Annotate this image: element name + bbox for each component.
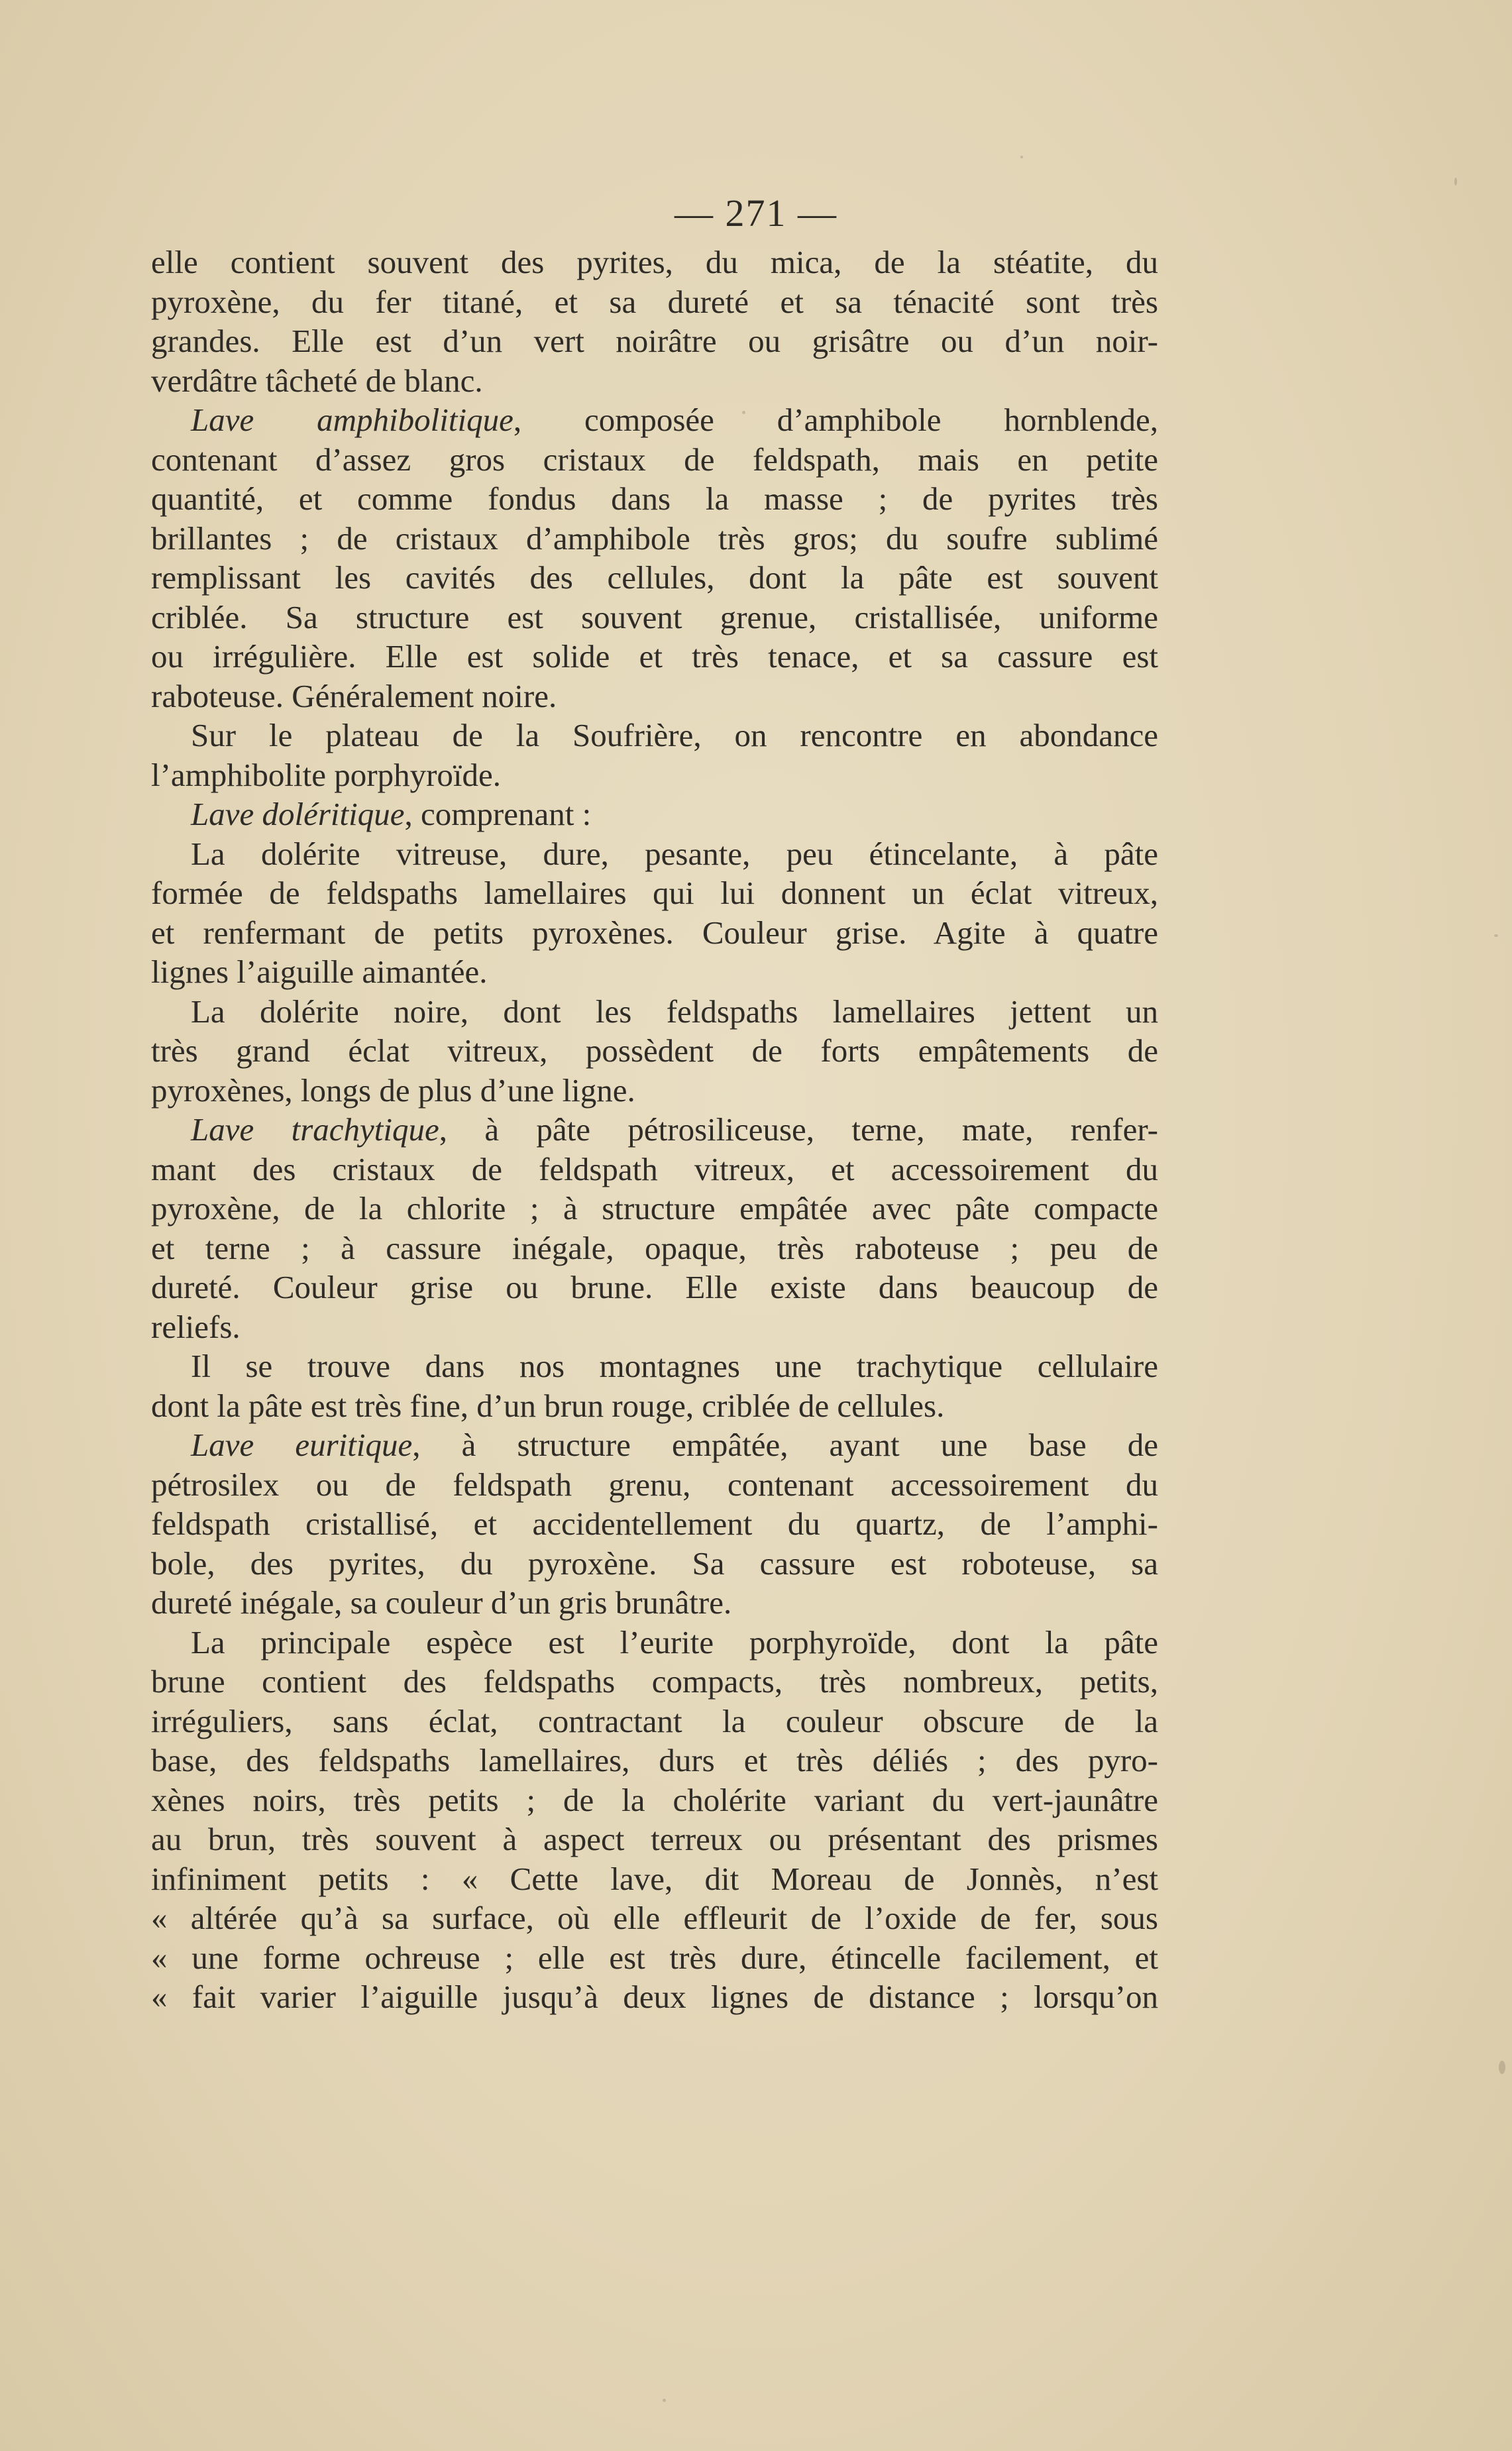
text-line — [151, 1031, 1158, 1071]
line-text: formée de feldspaths lamellaires qui lui donnent un éclat vitreux, — [151, 875, 1158, 911]
text-line — [151, 1228, 1158, 1268]
text-line — [151, 1898, 1158, 1938]
text-line — [151, 1504, 1158, 1544]
text-line — [151, 1780, 1158, 1820]
line-text: dureté inégale, sa couleur d’un gris brunâtre. — [151, 1584, 732, 1621]
text-line — [151, 1150, 1158, 1189]
line-text: « une forme ochreuse ; elle est très dure, étincelle facilement, et — [151, 1939, 1158, 1976]
text-line — [151, 794, 1158, 834]
line-text: et terne ; à cassure inégale, opaque, très raboteuse ; peu de — [151, 1229, 1158, 1266]
text-line — [151, 321, 1158, 361]
text-line — [151, 1425, 1158, 1465]
line-text: lignes l’aiguille aimantée. — [151, 953, 488, 990]
text-line — [151, 598, 1158, 637]
text-line — [151, 1386, 1158, 1426]
line-text: contenant d’assez gros cristaux de feldspath, mais en petite — [151, 441, 1158, 478]
line-text: pyroxène, de la chlorite ; à structure empâtée avec pâte compacte — [151, 1190, 1158, 1226]
italic-heading-text: Lave euritique — [191, 1427, 413, 1463]
text-line — [151, 519, 1158, 559]
italic-heading-text: Lave amphibolitique — [191, 402, 513, 438]
line-text: mant des cristaux de feldspath vitreux, et accessoirement du — [151, 1150, 1158, 1187]
text-line — [151, 479, 1158, 519]
text-line — [151, 558, 1158, 598]
line-text: bole, des pyrites, du pyroxène. Sa cassure est roboteuse, sa — [151, 1545, 1158, 1582]
text-line — [151, 1346, 1158, 1386]
line-text: pyroxène, du fer titané, et sa dureté et sa ténacité sont très — [151, 283, 1158, 320]
page-number: — 271 — — [675, 191, 837, 235]
line-text: , comprenant : — [404, 796, 592, 832]
text-line — [151, 1307, 1158, 1347]
line-text: brune contient des feldspaths compacts, très nombreux, petits, — [151, 1663, 1158, 1700]
italic-heading-text: Lave doléritique — [191, 796, 405, 832]
line-text: dont la pâte est très fine, d’un brun rouge, criblée de cellules. — [151, 1387, 945, 1424]
paper-speck — [1020, 156, 1023, 158]
text-line — [151, 1702, 1158, 1741]
line-text: , composée d’amphibole hornblende, — [513, 402, 1159, 438]
line-text: , à structure empâtée, ayant une base de — [412, 1427, 1159, 1463]
text-line — [151, 834, 1158, 874]
text-line — [151, 677, 1158, 716]
line-text: très grand éclat vitreux, possèdent de forts empâtements de — [151, 1032, 1158, 1069]
line-text: pétrosilex ou de feldspath grenu, contenant accessoirement du — [151, 1466, 1158, 1503]
line-text: brillantes ; de cristaux d’amphibole très gros; du soufre sublimé — [151, 519, 1158, 557]
line-text: dureté. Couleur grise ou brune. Elle existe dans beaucoup de — [151, 1269, 1158, 1305]
paper-speck — [1454, 178, 1457, 186]
line-text: au brun, très souvent à aspect terreux ou présentant des prismes — [151, 1821, 1158, 1857]
line-text: « fait varier l’aiguille jusqu’à deux lignes de distance ; lorsqu’on — [151, 1979, 1158, 2015]
text-line — [151, 1583, 1158, 1623]
text-line — [151, 913, 1158, 953]
line-text: raboteuse. Généralement noire. — [151, 677, 557, 714]
text-line — [151, 1662, 1158, 1702]
paper-speck — [1499, 2061, 1505, 2074]
text-line — [151, 992, 1158, 1032]
line-text: grandes. Elle est d’un vert noirâtre ou grisâtre ou d’un noir- — [151, 323, 1158, 359]
text-line — [151, 1977, 1158, 2017]
text-line — [151, 440, 1158, 480]
text-line — [151, 952, 1158, 992]
line-text: feldspath cristallisé, et accidentellement du quartz, de l’amphi- — [151, 1505, 1158, 1542]
line-text: base, des feldspaths lamellaires, durs et très déliés ; des pyro- — [151, 1742, 1158, 1778]
line-text: pyroxènes, longs de plus d’une ligne. — [151, 1071, 635, 1109]
text-line — [151, 1544, 1158, 1584]
line-text: quantité, et comme fondus dans la masse ; de pyrites très — [151, 480, 1158, 517]
text-line — [151, 361, 1158, 401]
text-line — [151, 1189, 1158, 1228]
line-text: Sur le plateau de la Soufrière, on rencontre en abondance — [191, 717, 1158, 753]
italic-heading-text: Lave trachytique — [191, 1111, 439, 1148]
line-text: ou irrégulière. Elle est solide et très tenace, et sa cassure est — [151, 638, 1158, 675]
paper-speck — [1494, 934, 1498, 937]
text-line — [151, 1071, 1158, 1111]
text-line — [151, 1623, 1158, 1662]
line-text: verdâtre tâcheté de blanc. — [151, 362, 483, 399]
text-line — [151, 1820, 1158, 1859]
line-text: La dolérite vitreuse, dure, pesante, peu étincelante, à pâte — [191, 835, 1158, 872]
line-text: La principale espèce est l’eurite porphyroïde, dont la pâte — [191, 1623, 1158, 1661]
text-line — [151, 1465, 1158, 1505]
line-text: l’amphibolite porphyroïde. — [151, 756, 501, 793]
text-line — [151, 1938, 1158, 1978]
text-line — [151, 282, 1158, 322]
body-text — [151, 243, 1158, 2017]
line-text: « altérée qu’à sa surface, où elle effleurit de l’oxide de fer, sous — [151, 1900, 1158, 1936]
text-line — [151, 243, 1158, 282]
line-text: criblée. Sa structure est souvent grenue, cristallisée, uniforme — [151, 598, 1158, 635]
line-text: La dolérite noire, dont les feldspaths lamellaires jettent un — [191, 993, 1158, 1030]
paper-speck — [663, 2399, 666, 2402]
paper-speck — [742, 411, 745, 414]
line-text: elle contient souvent des pyrites, du mica, de la stéatite, du — [151, 244, 1158, 280]
line-text: Il se trouve dans nos montagnes une trachytique cellulaire — [191, 1348, 1158, 1384]
line-text: , à pâte pétrosiliceuse, terne, mate, renfer- — [439, 1111, 1159, 1148]
text-line — [151, 1268, 1158, 1307]
text-line — [151, 873, 1158, 913]
line-text: irréguliers, sans éclat, contractant la couleur obscure de la — [151, 1702, 1158, 1739]
line-text: reliefs. — [151, 1308, 241, 1345]
line-text: remplissant les cavités des cellules, dont la pâte est souvent — [151, 559, 1158, 596]
line-text: et renfermant de petits pyroxènes. Couleur grise. Agite à quatre — [151, 914, 1158, 951]
text-line — [151, 1110, 1158, 1150]
line-text: xènes noirs, très petits ; de la cholérite variant du vert-jaunâtre — [151, 1781, 1158, 1818]
text-line — [151, 755, 1158, 795]
text-line — [151, 716, 1158, 755]
line-text: infiniment petits : « Cette lave, dit Moreau de Jonnès, n’est — [151, 1860, 1158, 1897]
text-line — [151, 400, 1158, 440]
text-line — [151, 1741, 1158, 1780]
text-line — [151, 1859, 1158, 1899]
text-line — [151, 637, 1158, 677]
